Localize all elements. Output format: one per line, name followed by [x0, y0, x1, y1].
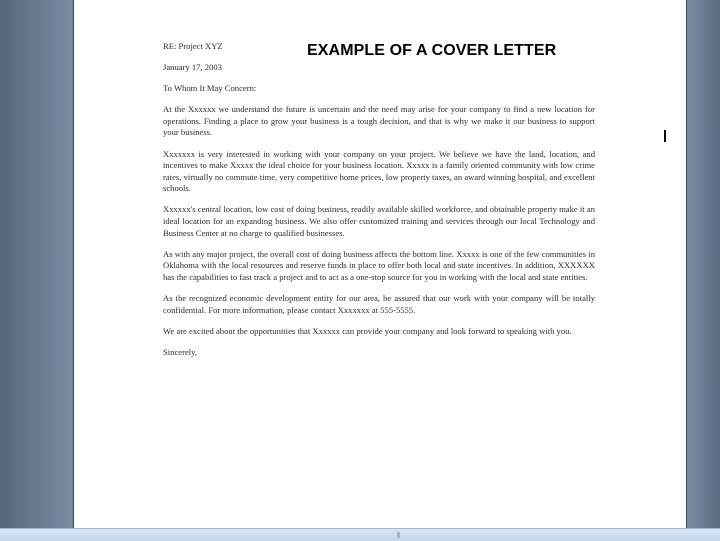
letter-paragraph: We are excited about the opportunities that Xxxxxx can provide your company and look forward to speaking with you. [163, 325, 572, 336]
letter-paragraph: Xxxxxx's central location, low cost of doing business, readily available skilled workforce, and obtainable property make it an ideal location for an expanding business. We also offer customized training and services through our local Technology and Business Center at no charge to qualified businesses. [163, 204, 595, 238]
status-bar [0, 528, 720, 541]
letter-body[interactable] [163, 41, 595, 368]
letter-closing: Sincerely, [163, 346, 198, 357]
letter-salutation: To Whom It May Concern: [163, 83, 257, 94]
letter-paragraph: Xxxxxxx is very interested in working with your company on your project. We believe we have the land, location, and incentives to make Xxxxx the ideal choice for your business location. Xxxxx is a family oriented community with low crime rates, virtually no commute time, very competitive home prices, low property taxes, an award winning hospital, and excellent schools. [163, 148, 595, 194]
workspace-left [0, 0, 72, 528]
letter-paragraph: As with any major project, the overall cost of doing business affects the bottom line. Xxxxx is one of the few communities in Oklahoma with the local resources and reserve funds in place to offer both local and state incentives. In addition, XXXXXX has the capabilities to fast track a project and to act as a one-stop source for you in working with the local and state entities. [163, 248, 595, 282]
document-page[interactable] [74, 0, 686, 528]
letter-date: January 17, 2003 [163, 62, 222, 73]
letter-paragraph: As the recognized economic development entity for our area, be assured that our work with your company will be totally confidential. For more information, please contact Xxxxxxx at 555-5555. [163, 293, 595, 315]
text-cursor [664, 130, 666, 142]
document-title: EXAMPLE OF A COVER LETTER [307, 42, 557, 59]
letter-re-line: RE: Project XYZ [163, 41, 223, 51]
workspace-right [686, 0, 720, 528]
letter-paragraph: At the Xxxxxx we understand the future is uncertain and the need may arise for your company to find a new location for operations. Finding a place to grow your business is a tough decision, and that is why we make it our business to support your business. [163, 104, 595, 138]
resize-grip-icon[interactable]: ⦀ [397, 531, 401, 540]
